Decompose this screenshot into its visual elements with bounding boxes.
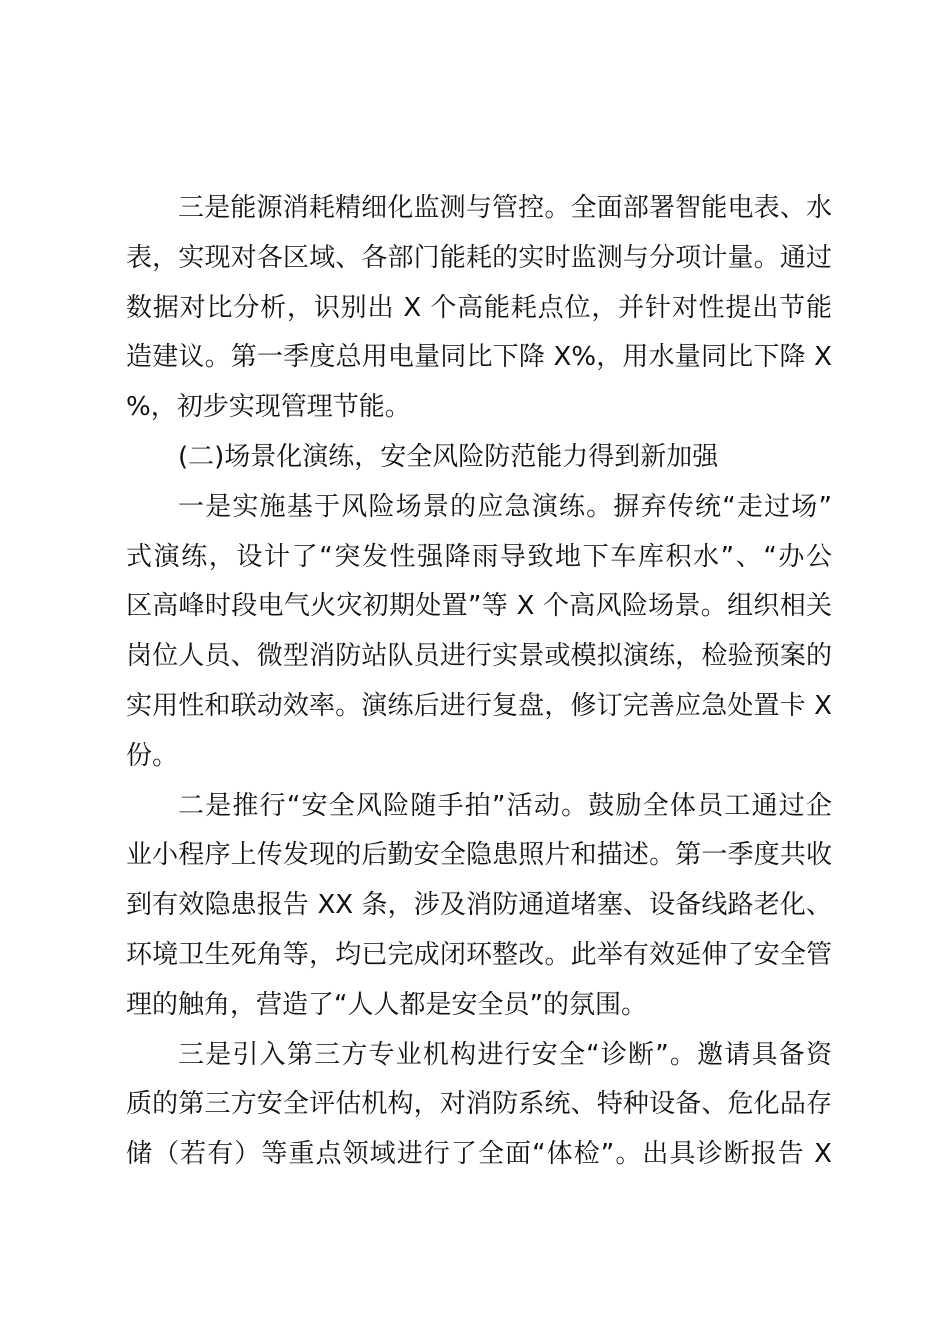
text-line: 岗位人员、微型消防站队员进行实景或模拟演练，检验预案的: [126, 641, 832, 672]
text-line: 三是引入第三方专业机构进行安全“诊断”。邀请具备资: [178, 1039, 832, 1070]
text-line: %，初步实现管理节能。: [126, 392, 411, 423]
paragraph-third-party: [126, 1031, 832, 1180]
text-line: 三是能源消耗精细化监测与管控。全面部署智能电表、水: [178, 193, 832, 223]
section-heading: [126, 433, 832, 483]
paragraph-energy-monitoring: [126, 184, 832, 433]
document-body: [126, 184, 832, 1180]
text-line: 一是实施基于风险场景的应急演练。摒弃传统“走过场”: [178, 491, 832, 522]
text-line: 实用性和联动效率。演练后进行复盘，修订完善应急处置卡 X: [126, 690, 832, 721]
text-line: 数据对比分析，识别出 X 个高能耗点位，并针对性提出节能: [126, 292, 832, 323]
text-line: 业小程序上传发现的后勤安全隐患照片和描述。第一季度共收: [126, 840, 832, 871]
heading-line: (二)场景化演练，安全风险防范能力得到新加强: [178, 441, 719, 472]
text-line: 质的第三方安全评估机构，对消防系统、特种设备、危化品存: [126, 1089, 832, 1120]
text-line: 区高峰时段电气火灾初期处置”等 X 个高风险场景。组织相关: [126, 591, 832, 622]
text-line: 二是推行“安全风险随手拍”活动。鼓励全体员工通过企: [178, 790, 832, 821]
text-line: 份。: [126, 740, 179, 771]
text-line: 造建议。第一季度总用电量同比下降 X%，用水量同比下降 X: [126, 342, 832, 373]
text-line: 储（若有）等重点领域进行了全面“体检”。出具诊断报告 X: [126, 1139, 832, 1170]
text-line: 表，实现对各区域、各部门能耗的实时监测与分项计量。通过: [126, 242, 832, 273]
text-line: 到有效隐患报告 XX 条，涉及消防通道堵塞、设备线路老化、: [126, 890, 832, 921]
text-line: 环境卫生死角等，均已完成闭环整改。此举有效延伸了安全管: [126, 939, 832, 970]
text-line: 理的触角，营造了“人人都是安全员”的氛围。: [126, 989, 647, 1020]
text-line: 式演练，设计了“突发性强降雨导致地下车库积水”、“办公: [126, 541, 832, 572]
paragraph-emergency-drill: [126, 483, 832, 782]
paragraph-photo-campaign: [126, 782, 832, 1031]
